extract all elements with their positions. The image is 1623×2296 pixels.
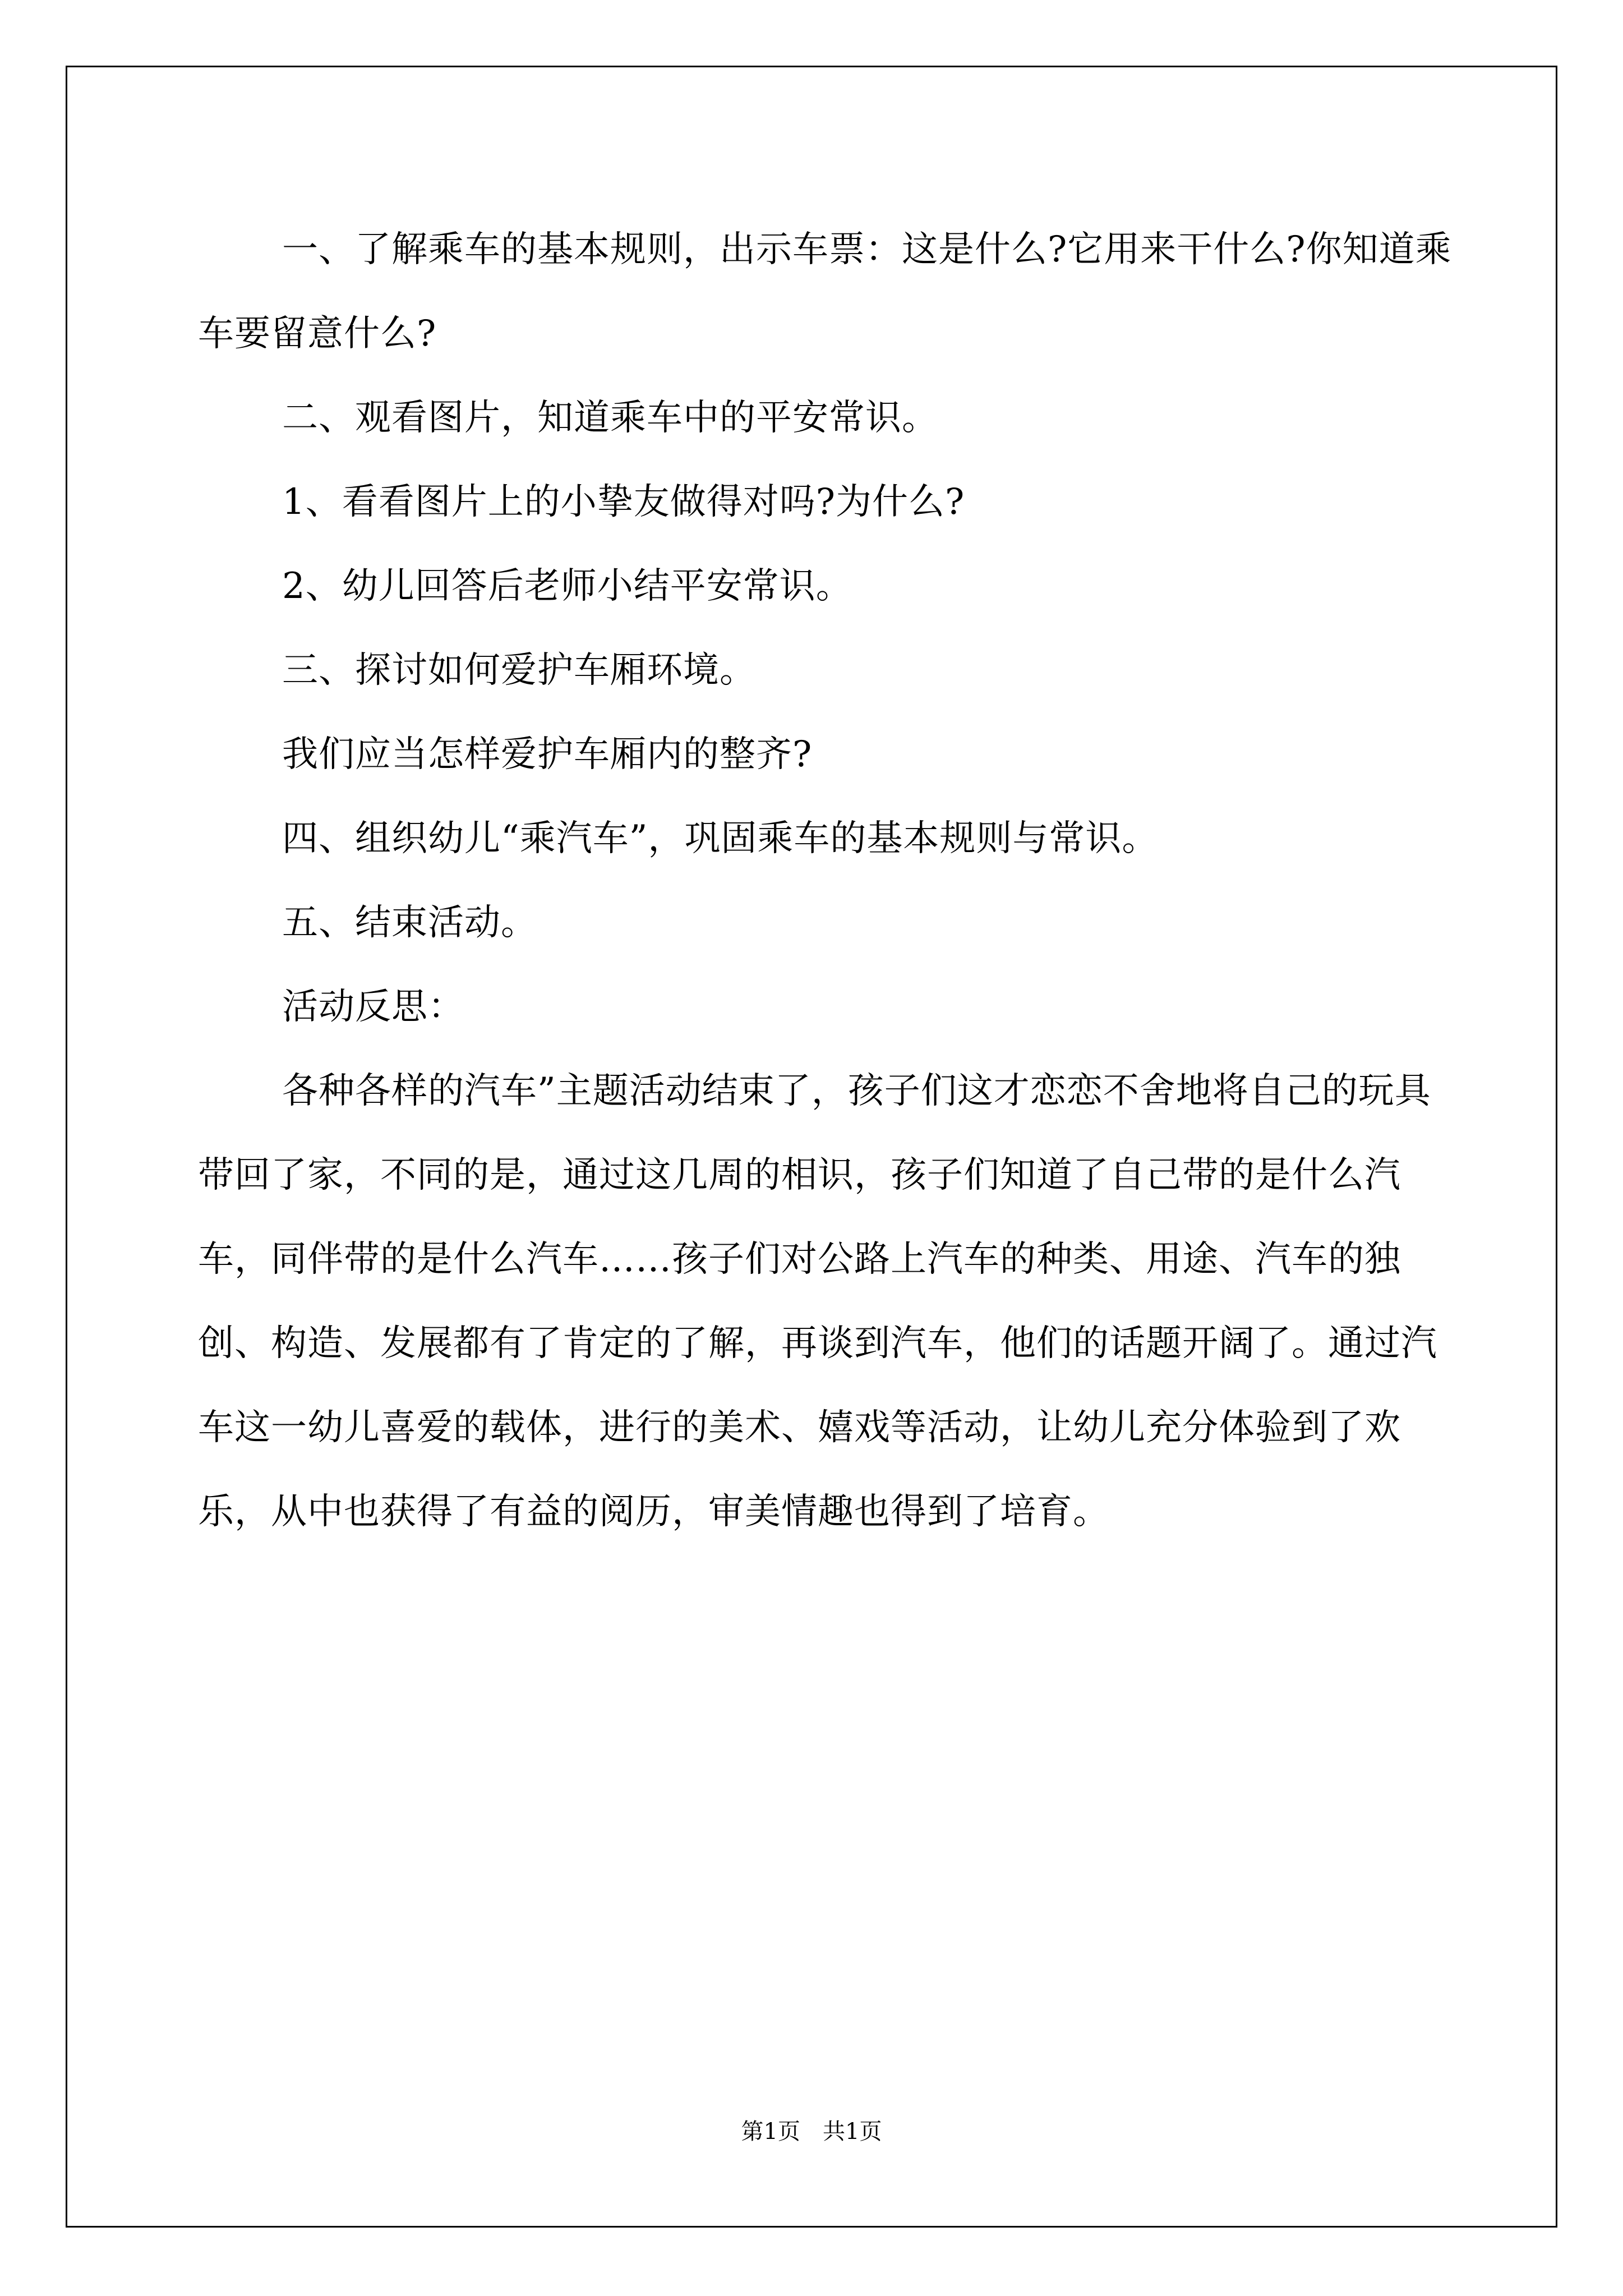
paragraph-10: 各种各样的汽车”主题活动结束了，孩子们这才恋恋不舍地将自己的玩具带回了家，不同的是，通过这几周的相识，孩子们知道了自己带的是什么汽车，同伴带的是什么汽车……孩子们对公路上汽车的种类、用途、汽车的独创、构造、发展都有了肯定的了解，再谈到汽车，他们的话题开阔了。通过汽车这一幼儿喜爱的载体，进行的美术、嬉戏等活动，让幼儿充分体验到了欢乐，从中也获得了有益的阅历，审美情趣也得到了培育。 [198, 1070, 1437, 1533]
paragraph-3: 1、看看图片上的小挚友做得对吗?为什么? [282, 481, 965, 523]
page-footer [0, 2118, 1623, 2146]
document-body [198, 208, 1460, 1554]
paragraph-9: 活动反思： [282, 986, 464, 1028]
paragraph-6: 我们应当怎样爱护车厢内的整齐? [282, 734, 813, 775]
paragraph-2: 二、观看图片，知道乘车中的平安常识。 [282, 397, 938, 439]
paragraph-5: 三、探讨如何爱护车厢环境。 [282, 650, 756, 691]
paragraph-1: 一、了解乘车的基本规则，出示车票：这是什么?它用来干什么?你知道乘车要留意什么? [198, 229, 1452, 355]
paragraph-4: 2、幼儿回答后老师小结平安常识。 [282, 565, 852, 607]
paragraph-7: 四、组织幼儿“乘汽车”，巩固乘车的基本规则与常识。 [282, 818, 1159, 859]
paragraph-8: 五、结束活动。 [282, 902, 537, 944]
page-number: 第1页 [741, 2119, 800, 2145]
page-total: 共1页 [823, 2119, 882, 2145]
